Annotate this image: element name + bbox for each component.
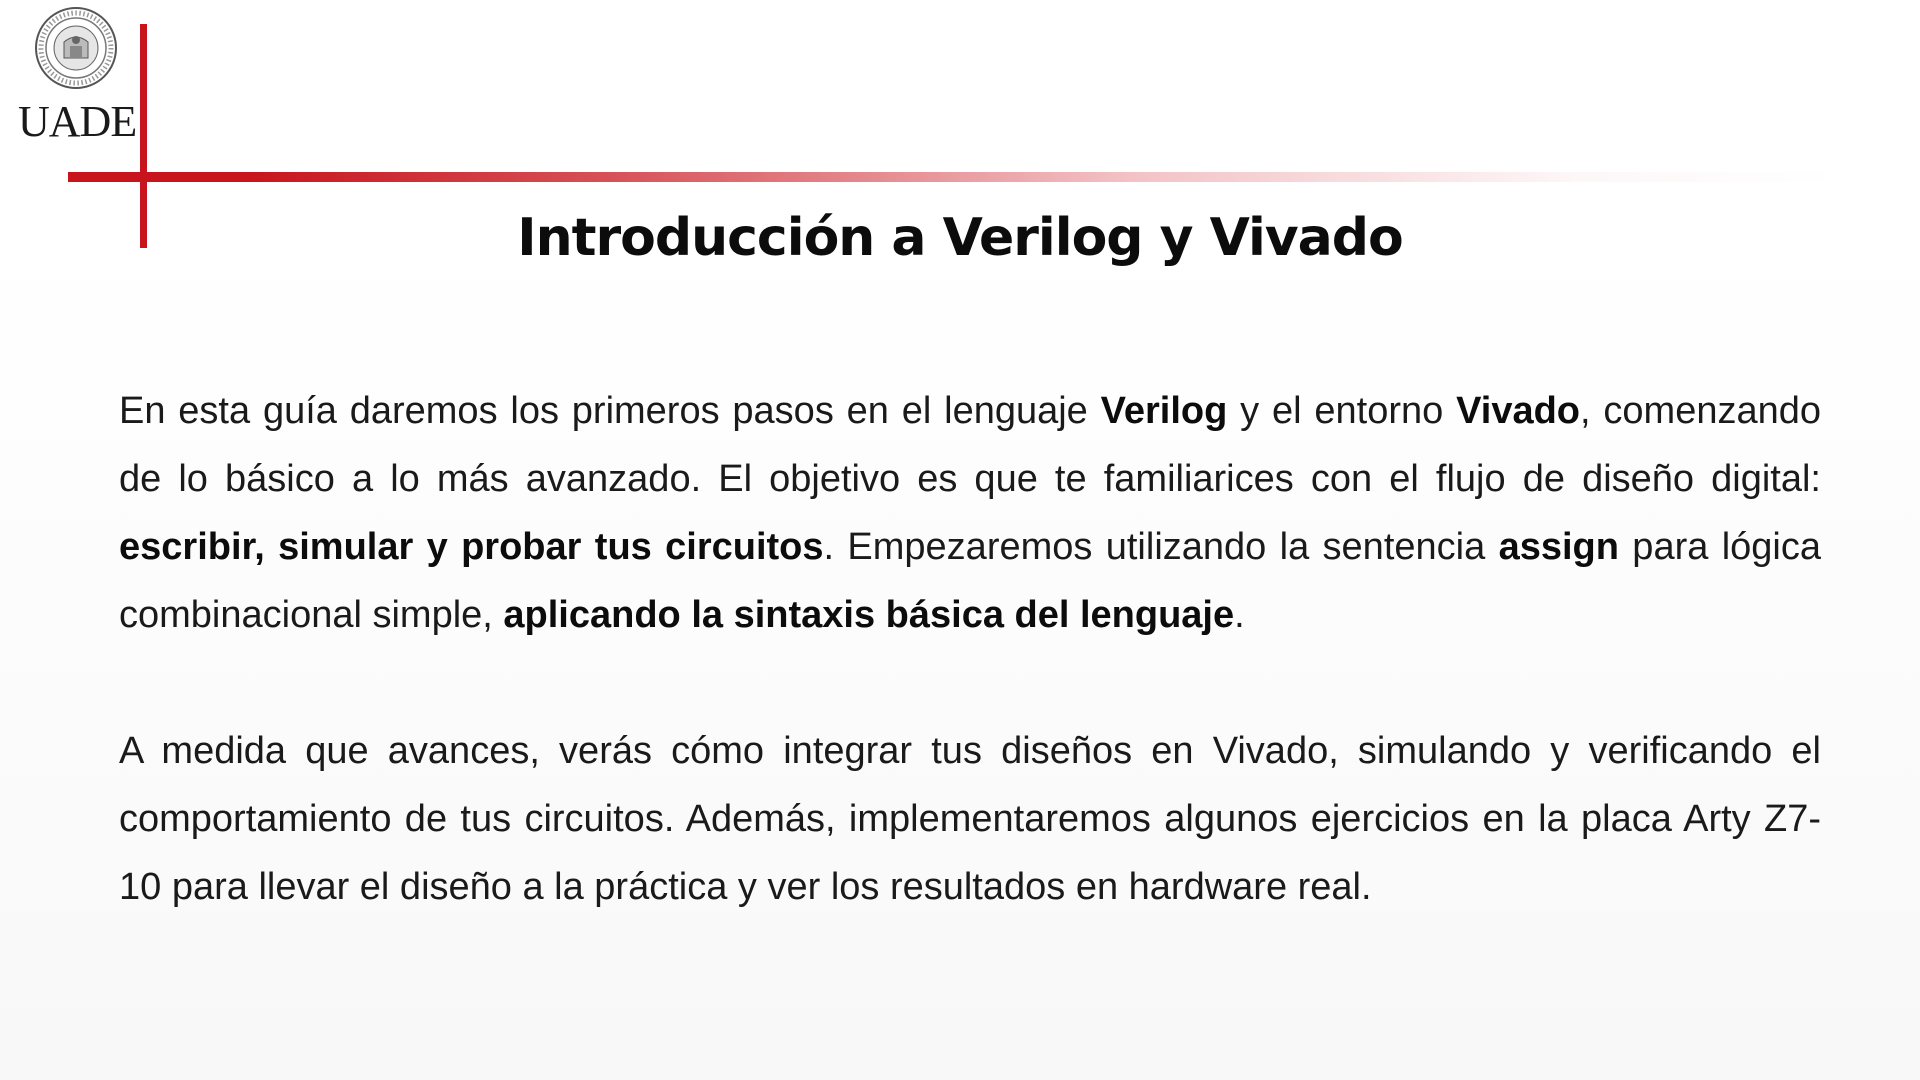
bold-vivado: Vivado (1456, 390, 1581, 432)
university-seal-icon (34, 6, 118, 90)
bold-verilog: Verilog (1100, 390, 1228, 432)
text-run: , comenzando de lo básico a lo más avanzado. El objetivo es que te familiarices con el flujo de diseño digital: (119, 390, 1822, 500)
text-run: y el entorno (1227, 390, 1457, 432)
text-run: para lógica combinacional simple, (119, 526, 1821, 636)
text-run: . Empezaremos utilizando la sentencia (823, 526, 1499, 568)
second-paragraph: A medida que avances, verás cómo integrar tus diseños en Vivado, simulando y verificando el comportamiento de tus circuitos. Además, implementaremos algunos ejercicios en la placa Arty Z7-10 para llevar el diseño a la práctica y ver los resultados en hardware real. (119, 730, 1821, 908)
bold-flow: escribir, simular y probar tus circuitos (119, 526, 824, 568)
text-run: . (1234, 594, 1245, 636)
bold-assign: assign (1498, 526, 1619, 568)
accent-horizontal-line (68, 172, 1838, 182)
logo-text: UADE (18, 97, 137, 146)
text-run: En esta guía daremos los primeros pasos en el lenguaje (119, 390, 1101, 432)
intro-paragraph (119, 377, 1821, 649)
bold-syntax: aplicando la sintaxis básica del lenguaje (503, 594, 1235, 636)
body-text (119, 377, 1821, 921)
page-title: Introducción a Verilog y Vivado (517, 208, 1403, 268)
uade-logo (14, 6, 137, 146)
